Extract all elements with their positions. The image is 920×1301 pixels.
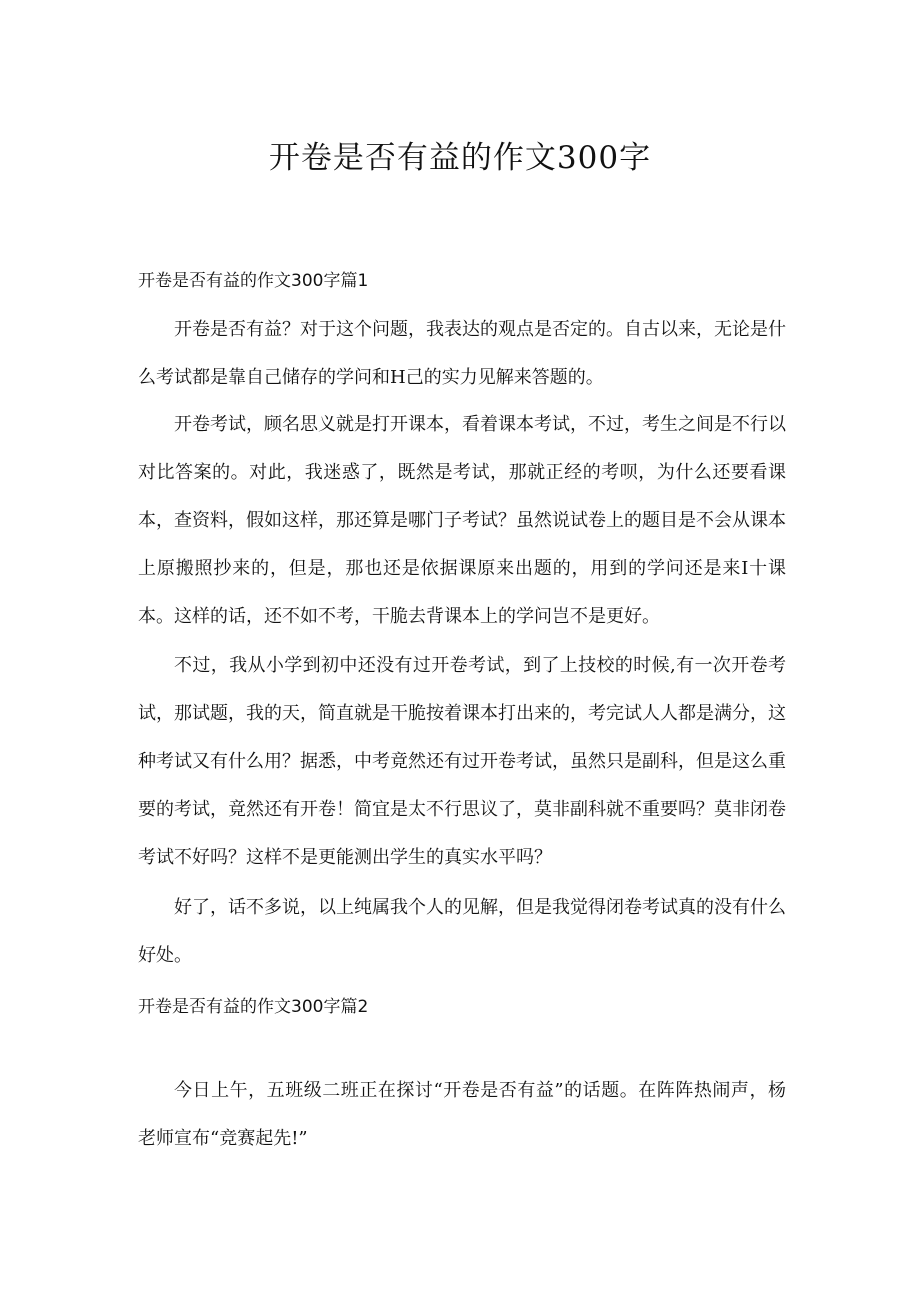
section-heading-1: 开卷是否有益的作文300字篇1 [138, 271, 369, 291]
document-title: 开卷是否有益的作文300字 [268, 140, 652, 176]
paragraph: 开卷考试，顾名思义就是打开课本，看着课本考试，不过，考生之间是不行以对比答案的。对此，我迷惑了，既然是考试，那就正经的考呗，为什么还要看课本，查资料，假如这样，那还算是哪门子考试？虽然说试卷上的题目是不会从课本上原搬照抄来的，但是，那也还是依据课原来出题的，用到的学问还是来I十课本。这样的话，还不如不考，干脆去背课本上的学问岂不是更好。 [138, 414, 786, 627]
section-heading-2: 开卷是否有益的作文300字篇2 [138, 997, 369, 1017]
paragraph: 不过，我从小学到初中还没有过开卷考试，到了上技校的时候,有一次开卷考试，那试题，我的天，简直就是干脆按着课本打出来的，考完试人人都是满分，这种考试又有什么用？据悉，中考竟然还有过开卷考试，虽然只是副科，但是这么重要的考试，竟然还有开卷！简宜是太不行思议了，莫非副科就不重要吗？莫非闭卷考试不好吗？这样不是更能测出学生的真实水平吗？ [138, 655, 786, 868]
paragraph: 好了，话不多说，以上纯属我个人的见解，但是我觉得闭卷考试真的没有什么好处。 [138, 897, 786, 966]
paragraph: 今日上午，五班级二班正在探讨“开卷是否有益”的话题。在阵阵热闹声，杨老师宣布“竞赛起先!” [138, 1080, 786, 1149]
paragraph: 开卷是否有益？对于这个问题，我表达的观点是否定的。自古以来，无论是什么考试都是靠自己储存的学问和H己的实力见解来答题的。 [138, 319, 786, 388]
